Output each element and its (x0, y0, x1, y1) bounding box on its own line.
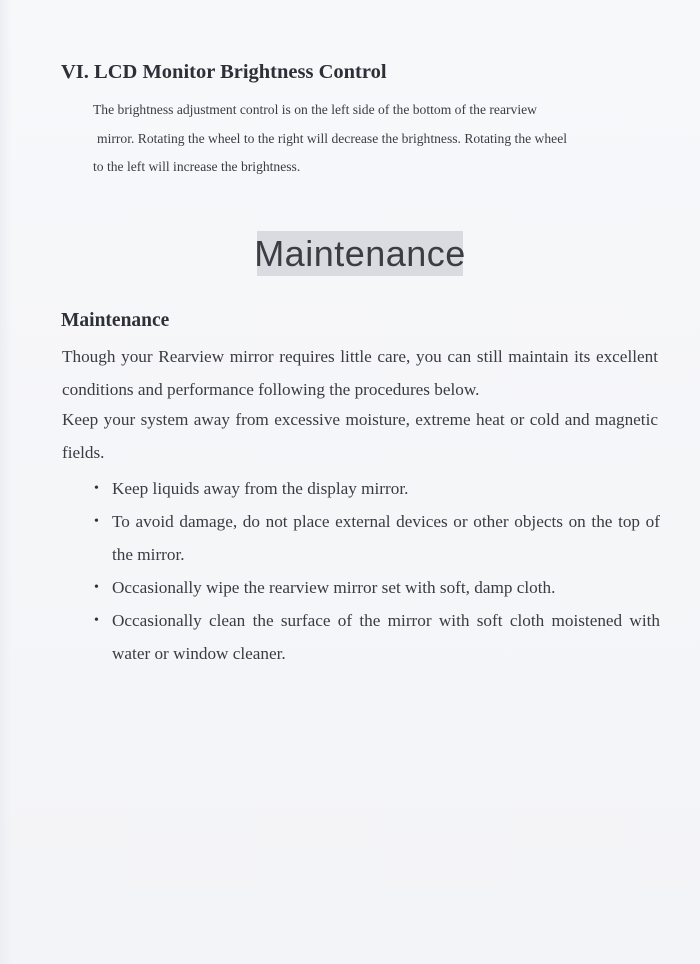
brightness-line: mirror. Rotating the wheel to the right will decrease the brightness. Rotating the wheel (97, 130, 567, 146)
list-item (94, 472, 660, 505)
bullet-icon: • (94, 514, 99, 529)
list-item (94, 604, 660, 670)
section-title: VI. LCD Monitor Brightness Control (61, 61, 387, 83)
bullet-icon: • (94, 481, 99, 496)
list-item (94, 505, 660, 571)
maintenance-banner (254, 231, 466, 276)
care-paragraph: Though your Rearview mirror requires little care, you can still maintain its excellent conditions and performance following the procedures below. (62, 347, 658, 399)
list-item-text: To avoid damage, do not place external devices or other objects on the top of the mirror. (112, 512, 660, 564)
list-item (94, 571, 660, 604)
environment-paragraph: Keep your system away from excessive moisture, extreme heat or cold and magnetic fields. (62, 410, 658, 462)
brightness-line: to the left will increase the brightness. (93, 159, 301, 174)
list-item-text: Occasionally wipe the rearview mirror set with soft, damp cloth. (112, 578, 556, 597)
scan-edge-shadow (0, 0, 12, 964)
brightness-paragraph (93, 96, 663, 182)
maintenance-bullet-list (94, 472, 660, 670)
banner-text: Maintenance (254, 232, 466, 274)
list-item-text: Keep liquids away from the display mirror. (112, 479, 409, 498)
bullet-icon: • (94, 580, 99, 595)
bullet-icon: • (94, 613, 99, 628)
list-item-text: Occasionally clean the surface of the mirror with soft cloth moistened with water or window cleaner. (112, 611, 660, 663)
maintenance-heading: Maintenance (61, 310, 170, 331)
brightness-line: The brightness adjustment control is on the left side of the bottom of the rearview (93, 102, 537, 117)
